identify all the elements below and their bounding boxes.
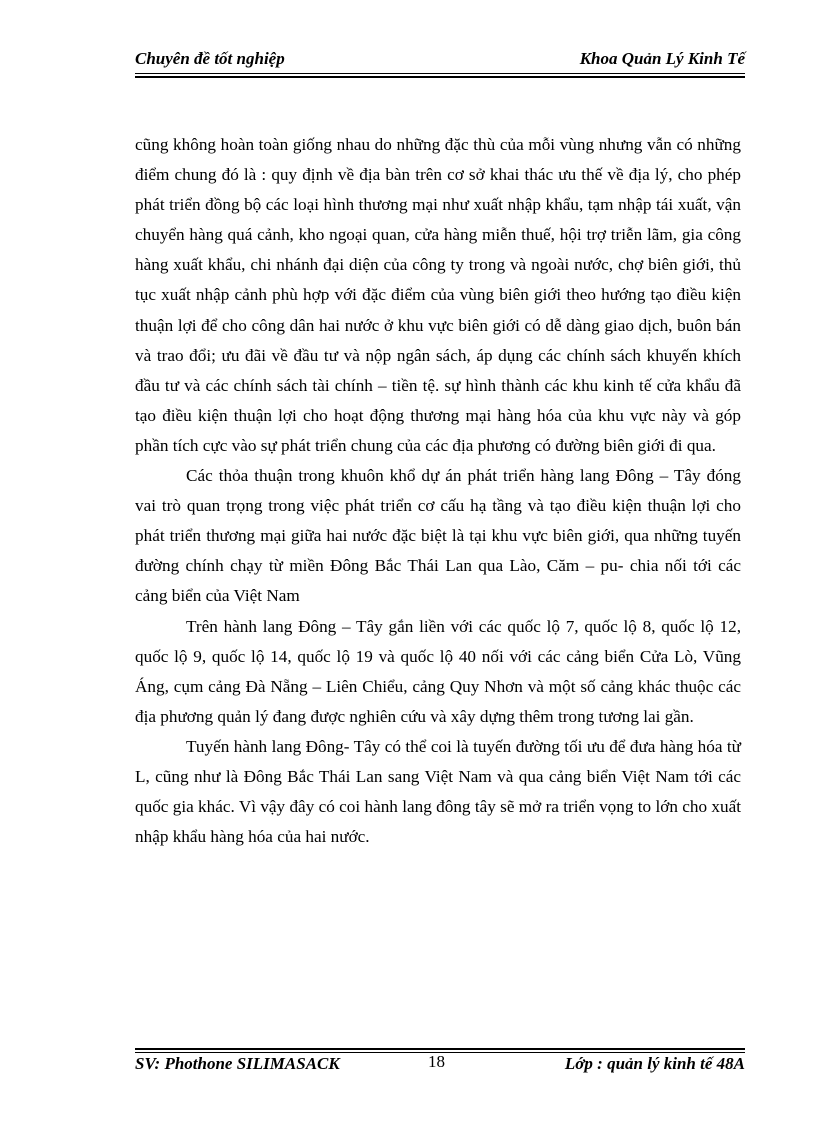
body-paragraph: Tuyến hành lang Đông- Tây có thể coi là tuyến đường tối ưu để đưa hàng hóa từ L, cũng như là Đông Bắc Thái Lan sang Việt Nam và qua cảng biển Việt Nam tới các quốc gia khác. Vì vậy đây có coi hành lang đông tây sẽ mở ra triển vọng to lớn cho xuất nhập khẩu hàng hóa của hai nước. [135, 736, 741, 847]
header-document-type: Chuyên đề tốt nghiệp [135, 49, 285, 68]
body-paragraph: Các thỏa thuận trong khuôn khổ dự án phát triển hàng lang Đông – Tây đóng vai trò quan trọng trong việc phát triển cơ cấu hạ tầng và tạo điều kiện thuận lợi cho phát triển thương mại giữa hai nước đặc biệt là tại khu vực biên giới, qua những tuyến đường chính chạy từ miền Đông Bắc Thái Lan qua Lào, Căm – pu- chia nối tới các cảng biển của Việt Nam [135, 466, 741, 606]
header-rule [135, 73, 745, 78]
page-footer [135, 1054, 745, 1078]
footer-class: Lớp : quản lý kinh tế 48A [564, 1054, 745, 1073]
header-faculty: Khoa Quản Lý Kinh Tế [579, 49, 745, 68]
footer-student-name: SV: Phothone SILIMASACK [135, 1054, 340, 1073]
body-paragraph: cũng không hoàn toàn giống nhau do những đặc thù của mỗi vùng nhưng vẫn có những điểm chung đó là : quy định về địa bàn trên cơ sở khai thác ưu thế về địa lý, cho phép phát triển đồng bộ các loại hình thương mại như xuất nhập khẩu, tạm nhập tái xuất, vận chuyển hàng quá cảnh, kho ngoại quan, cửa hàng miễn thuế, hội trợ triễn lãm, gia công hàng xuất khẩu, chi nhánh đại diện của công ty trong và ngoài nước, chợ biên giới, thủ tục xuất nhập cảnh phù hợp với đặc điểm của vùng biên giới theo hướng tạo điều kiện thuận lợi để cho công dân hai nước ở khu vực biên giới có dễ dàng giao dịch, buôn bán và trao đổi; ưu đãi về đầu tư và nộp ngân sách, áp dụng các chính sách khuyến khích đầu tư và các chính sách tài chính – tiền tệ. sự hình thành các khu kinh tế cửa khẩu đã tạo điều kiện thuận lợi cho hoạt động thương mại hàng hóa của khu vực này và góp phần tích cực vào sự phát triển chung của các địa phương có đường biên giới đi qua. [135, 135, 741, 455]
body-paragraph: Trên hành lang Đông – Tây gắn liền với các quốc lộ 7, quốc lộ 8, quốc lộ 12, quốc lộ 9, quốc lộ 14, quốc lộ 19 và quốc lộ 40 nối với các cảng biển Cửa Lò, Vũng Áng, cụm cảng Đà Nẵng – Liên Chiểu, cảng Quy Nhơn và một số cảng khác thuộc các địa phương quản lý đang được nghiên cứu và xây dựng thêm trong tương lai gần. [135, 616, 741, 726]
page-number: 18 [428, 1052, 445, 1071]
document-body [135, 130, 741, 852]
page-header [135, 49, 745, 73]
